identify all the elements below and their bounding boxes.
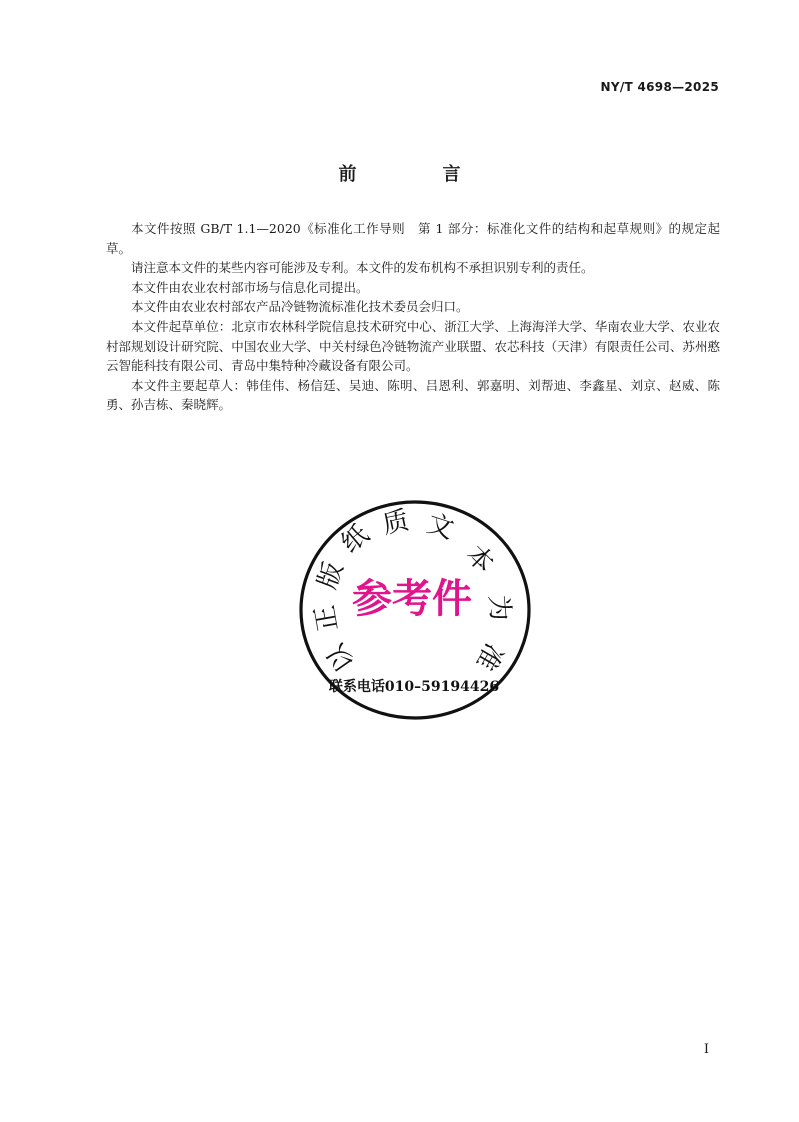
paragraph-drafting-units: 本文件起草单位：北京市农林科学院信息技术研究中心、浙江大学、上海海洋大学、华南农业大学、农业农村部规划设计研究院、中国农业大学、中关村绿色冷链物流产业联盟、农芯科技（天津）有限责任公司、苏州憨云智能科技有限公司、青岛中集特种冷藏设备有限公司。: [106, 318, 720, 374]
paragraph-patent-notice: 请注意本文件的某些内容可能涉及专利。本文件的发布机构不承担识别专利的责任。: [131, 260, 594, 276]
stamp-center-text: 参考件: [352, 576, 472, 622]
stamp-ring-char: 文: [423, 508, 458, 546]
stamp-phone-text: 联系电话010–59194426: [328, 679, 500, 695]
stamp-ring-char: 以: [321, 638, 361, 677]
foreword-body: [106, 219, 720, 415]
stamp-ring-char: 正: [309, 602, 345, 634]
stamp-ring-char: 版: [312, 558, 350, 594]
stamp-ring-char: 本: [459, 539, 500, 580]
document-code: NY/T 4698—2025: [600, 80, 719, 94]
stamp-ring-char: 准: [469, 637, 509, 676]
stamp-ring-char: 为: [482, 593, 516, 623]
paragraph-proposer: 本文件由农业农村部市场与信息化司提出。: [131, 279, 369, 295]
stamp-ring-char: 纸: [335, 519, 375, 560]
reference-stamp: [290, 490, 540, 730]
page-title: 前 言: [338, 164, 495, 185]
stamp-ring-char: 质: [379, 505, 412, 541]
paragraph-drafting-rules: 本文件按照 GB/T 1.1—2020《标准化工作导则 第 1 部分：标准化文件的结构和起草规则》的规定起草。: [106, 221, 720, 256]
stamp-graphic: [290, 490, 540, 730]
paragraph-drafters: 本文件主要起草人：韩佳伟、杨信廷、吴迪、陈明、吕恩利、郭嘉明、刘帮迪、李鑫星、刘京、赵威、陈勇、孙吉栋、秦晓辉。: [106, 377, 720, 413]
page-number: I: [703, 1042, 709, 1057]
paragraph-committee: 本文件由农业农村部农产品冷链物流标准化技术委员会归口。: [131, 299, 469, 315]
